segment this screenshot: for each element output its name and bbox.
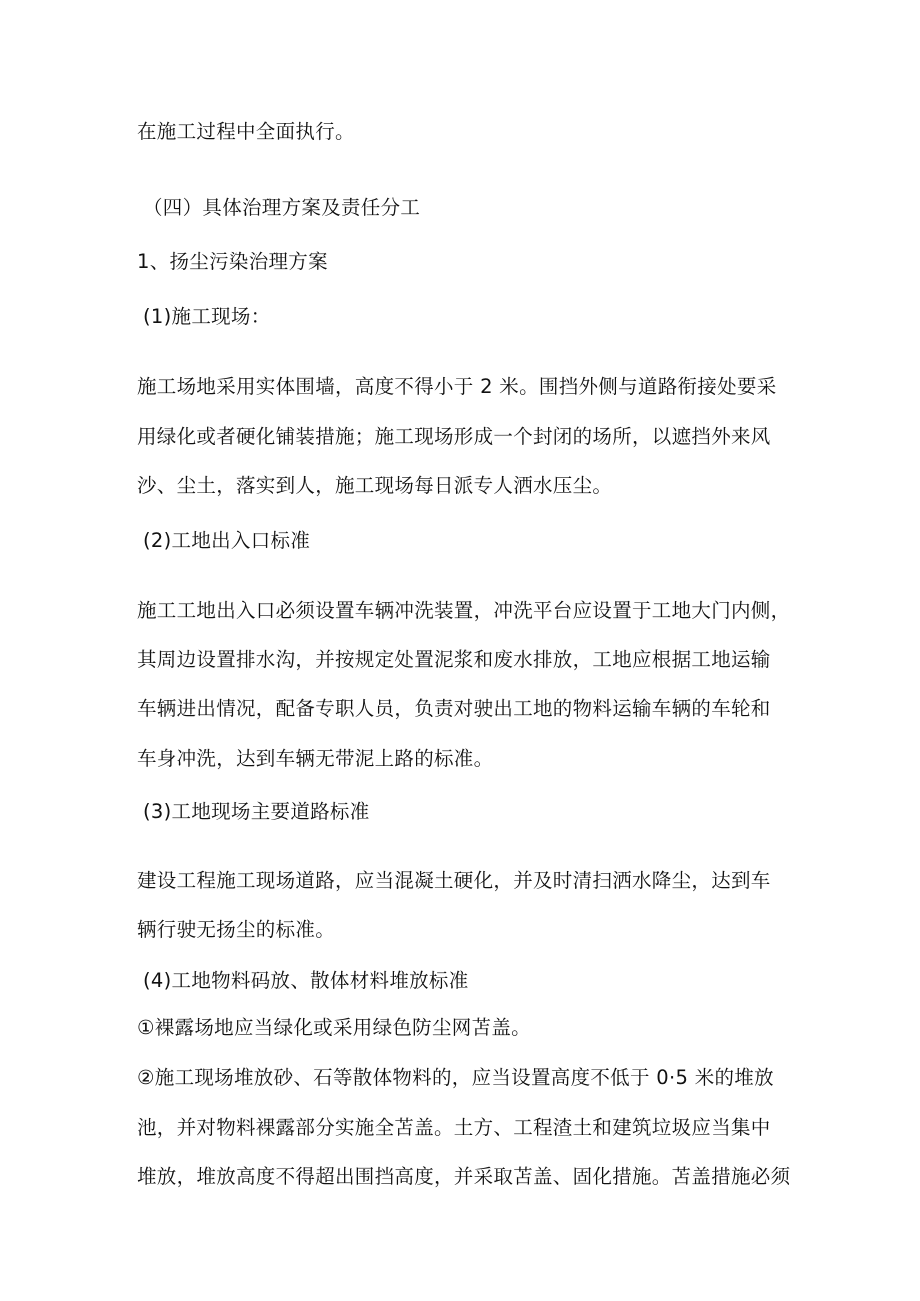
item-heading: (2)工地出入口标准	[143, 529, 311, 552]
body-text-line: 其周边设置排水沟，并按规定处置泥浆和废水排放，工地应根据工地运输	[137, 648, 771, 671]
body-text-line: 堆放，堆放高度不得超出围挡高度，并采取苫盖、固化措施。苫盖措施必须	[137, 1165, 791, 1188]
body-text-line: 建设工程施工现场道路，应当混凝土硬化，并及时清扫洒水降尘，达到车	[137, 869, 771, 892]
item-heading: (1)施工现场：	[143, 305, 271, 328]
body-text-line: 在施工过程中全面执行。	[137, 120, 355, 143]
list-item: ②施工现场堆放砂、石等散体物料的，应当设置高度不低于 0·5 米的堆放	[137, 1066, 774, 1089]
body-text-line: 池，并对物料裸露部分实施全苫盖。土方、工程渣土和建筑垃圾应当集中	[137, 1116, 771, 1139]
body-text-line: 沙、尘土，落实到人，施工现场每日派专人洒水压尘。	[137, 474, 613, 497]
body-text-line: 施工场地采用实体围墙，高度不得小于 2 米。围挡外侧与道路衔接处要采	[137, 375, 777, 398]
list-item: ①裸露场地应当绿化或采用绿色防尘网苫盖。	[137, 1016, 531, 1039]
subsection-heading: 1、扬尘污染治理方案	[137, 250, 328, 273]
item-heading: (4)工地物料码放、散体材料堆放标准	[143, 969, 469, 992]
body-text-line: 车身冲洗，达到车辆无带泥上路的标准。	[137, 747, 494, 770]
body-text-line: 用绿化或者硬化铺装措施；施工现场形成一个封闭的场所，以遮挡外来风	[137, 425, 771, 448]
section-heading: （四）具体治理方案及责任分工	[143, 196, 421, 219]
item-heading: (3)工地现场主要道路标准	[143, 800, 370, 823]
body-text-line: 车辆进出情况，配备专职人员，负责对驶出工地的物料运输车辆的车轮和	[137, 697, 771, 720]
body-text-line: 辆行驶无扬尘的标准。	[137, 918, 336, 941]
body-text-line: 施工工地出入口必须设置车辆冲洗装置，冲洗平台应设置于工地大门内侧，	[137, 599, 791, 622]
